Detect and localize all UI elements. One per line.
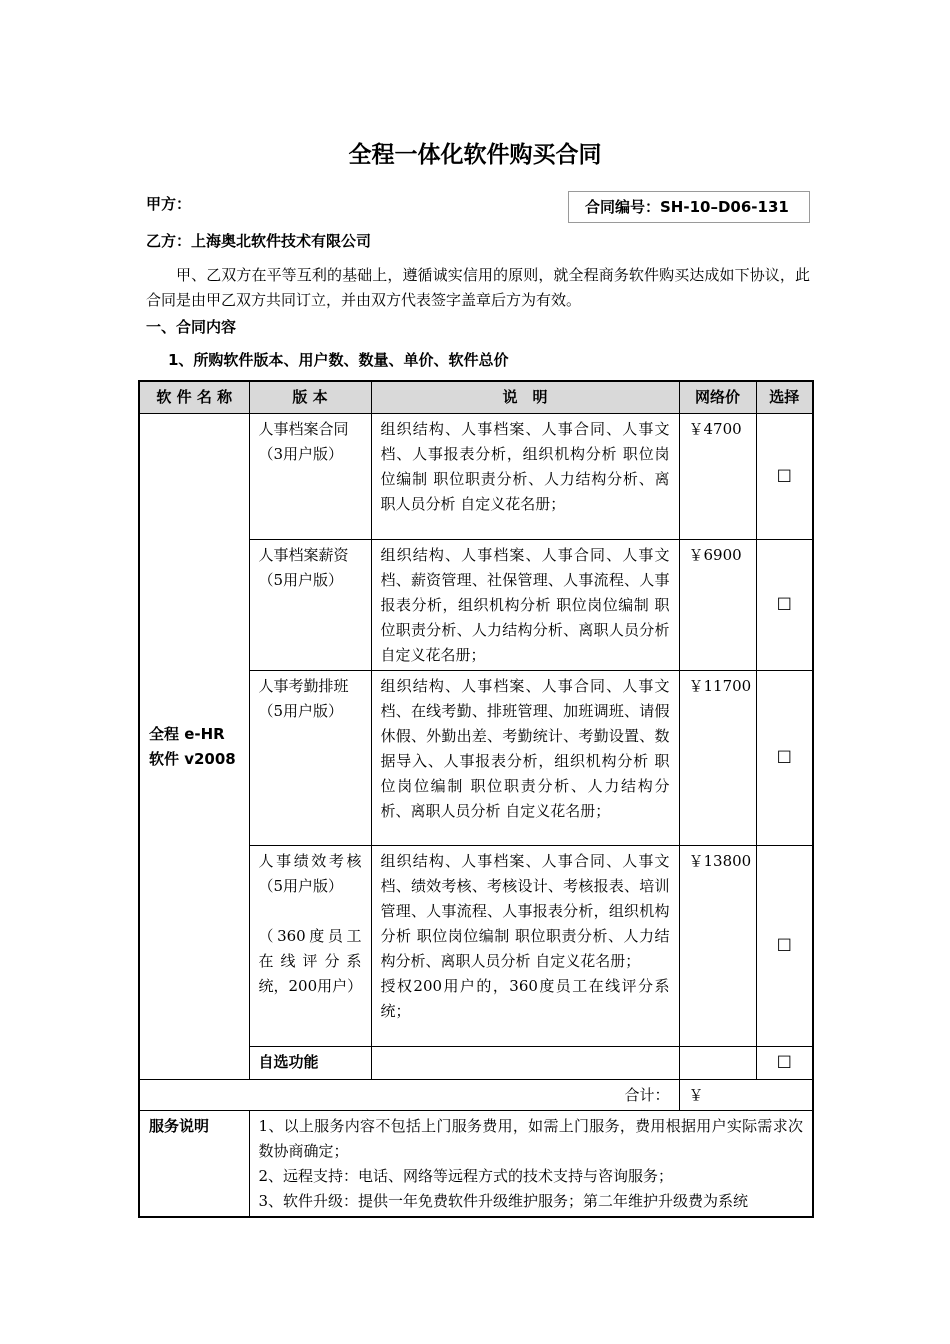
row-description-main: 组织结构、人事档案、人事合同、人事文档、绩效考核、考核设计、考核报表、培训管理、人事流程、人事报表分析，组织机构分析 职位岗位编制 职位职责分析、人力结构分析、离职人员分析 自定义花名册；: [380, 852, 670, 970]
row-version-extra: （360度员工在线评分系统，200用户）: [258, 927, 363, 995]
row-checkbox[interactable]: ☐: [756, 414, 813, 540]
row-checkbox[interactable]: ☐: [756, 671, 813, 846]
subsection-heading: 1、所购软件版本、用户数、数量、单价、软件总价: [168, 351, 509, 369]
header-version: 版 本: [249, 381, 371, 414]
service-content: [249, 1111, 813, 1218]
row-price: ￥4700: [679, 414, 756, 540]
optional-price: [679, 1047, 756, 1080]
total-label: 合计：: [139, 1080, 679, 1111]
row-description: 组织结构、人事档案、人事合同、人事文档、在线考勤、排班管理、加班调班、请假休假、外勤出差、考勤统计、考勤设置、数据导入、人事报表分析，组织机构分析 职位岗位编制 职位职责分析、人力结构分析、离职人员分析 自定义花名册；: [371, 671, 679, 846]
row-description: 组织结构、人事档案、人事合同、人事文档、薪资管理、社保管理、人事流程、人事报表分析，组织机构分析 职位岗位编制 职位职责分析、人力结构分析、离职人员分析 自定义花名册；: [371, 540, 679, 671]
contract-number: 合同编号：SH-10–D06-131: [568, 191, 810, 223]
row-version: 人事档案薪资（5用户版）: [249, 540, 371, 671]
total-row: [139, 1080, 813, 1111]
row-version: 人事考勤排班（5用户版）: [249, 671, 371, 846]
optional-checkbox[interactable]: ☐: [756, 1047, 813, 1080]
service-item: 2、远程支持：电话、网络等远程方式的技术支持与咨询服务；: [258, 1167, 674, 1185]
service-item: 1、以上服务内容不包括上门服务费用，如需上门服务，费用根据用户实际需求次数协商确定；: [258, 1117, 803, 1160]
service-row: [139, 1111, 813, 1218]
row-description-extra: 授权200用户的，360度员工在线评分系统；: [380, 977, 670, 1020]
row-price: ￥6900: [679, 540, 756, 671]
row-version: 人事档案合同（3用户版）: [249, 414, 371, 540]
header-name: 软 件 名 称: [139, 381, 249, 414]
purchase-table: [138, 380, 814, 1218]
row-price: ￥13800: [679, 846, 756, 1047]
header-description: 说 明: [371, 381, 679, 414]
total-value: ￥: [679, 1080, 813, 1111]
row-description: 组织结构、人事档案、人事合同、人事文档、人事报表分析，组织机构分析 职位岗位编制 职位职责分析、人力结构分析、离职人员分析 自定义花名册；: [371, 414, 679, 540]
row-checkbox[interactable]: ☐: [756, 846, 813, 1047]
party-b-label: 乙方：上海奥北软件技术有限公司: [146, 232, 372, 250]
row-version-main: 人事绩效考核（5用户版）: [258, 852, 362, 895]
product-name: 全程 e-HR 软件 v2008: [139, 414, 249, 1080]
row-checkbox[interactable]: ☐: [756, 540, 813, 671]
row-description: [371, 846, 679, 1047]
header-price: 网络价: [679, 381, 756, 414]
intro-paragraph: 甲、乙双方在平等互利的基础上，遵循诚实信用的原则，就全程商务软件购买达成如下协议，此合同是由甲乙双方共同订立，并由双方代表签字盖章后方为有效。: [146, 266, 810, 309]
row-price: ￥11700: [679, 671, 756, 846]
section-heading: 一、合同内容: [146, 318, 237, 336]
table-header-row: [139, 381, 813, 414]
party-a-label: 甲方：: [146, 195, 192, 213]
table-row: [139, 414, 813, 540]
optional-description: [371, 1047, 679, 1080]
row-version: [249, 846, 371, 1047]
document-title: 全程一体化软件购买合同: [348, 142, 602, 168]
service-item: 3、软件升级：提供一年免费软件升级维护服务；第二年维护升级费为系统: [258, 1192, 749, 1210]
service-label: 服务说明: [139, 1111, 249, 1218]
header-select: 选择: [756, 381, 813, 414]
optional-label: 自选功能: [249, 1047, 371, 1080]
